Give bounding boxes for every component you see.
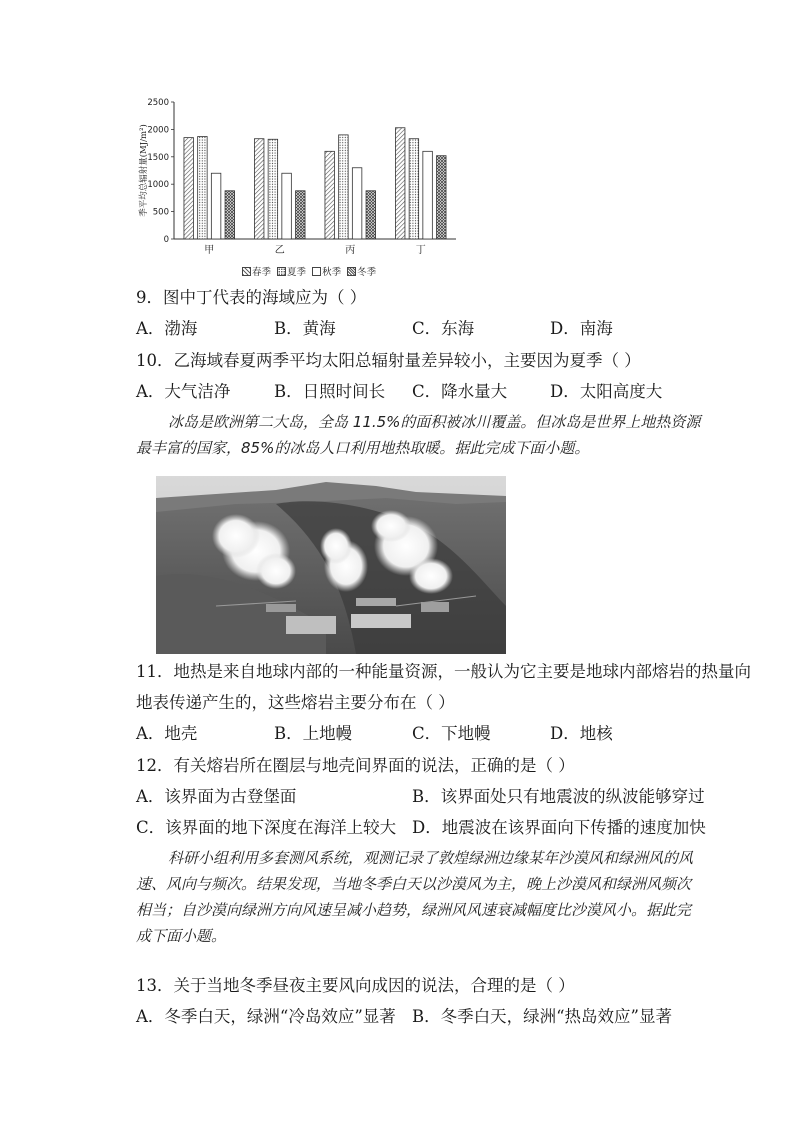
passage-dunhuang-line-1-text: 科研小组利用多套测风系统，观测记录了敦煌绿洲边缘某年沙漠风和绿洲风的风 <box>168 849 694 867</box>
passage-iceland-line-1 <box>136 409 736 435</box>
y-tick-label: 2000 <box>147 125 169 136</box>
legend-item-summer <box>277 264 306 278</box>
bar-autumn <box>352 168 362 239</box>
legend-swatch-summer <box>277 267 286 276</box>
passage-iceland-line-1-text: 冰岛是欧洲第二大岛，全岛 11.5%的面积被冰川覆盖。但冰岛是世界上地热资源 <box>168 413 701 431</box>
bar-summer <box>339 135 349 239</box>
passage-dunhuang-line-3: 相当；自沙漠向绿洲方向风速呈减小趋势，绿洲风风速衰减幅度比沙漠风小。据此完 <box>136 901 692 919</box>
question-10-option-d: D．太阳高度大 <box>550 382 663 401</box>
question-9-option-b: B．黄海 <box>274 319 336 338</box>
legend-item-spring <box>242 264 271 278</box>
question-10-option-b: B．日照时间长 <box>274 382 386 401</box>
question-11-option-c: C．下地幔 <box>412 724 491 743</box>
bar-summer <box>268 139 278 239</box>
passage-dunhuang-line-1 <box>136 845 736 871</box>
bar-spring <box>184 138 194 239</box>
bar-winter <box>296 191 306 239</box>
passage-iceland-line-2: 最丰富的国家，85%的冰岛人口利用地热取暖。据此完成下面小题。 <box>136 439 590 457</box>
bar-summer <box>198 137 208 239</box>
bar-spring <box>395 128 405 239</box>
y-tick-label: 1500 <box>147 152 169 163</box>
legend-swatch-autumn <box>312 267 321 276</box>
geothermal-plant-photo <box>156 476 506 654</box>
question-11-stem-line-1: 11．地热是来自地球内部的一种能量资源，一般认为它主要是地球内部熔岩的热量向 <box>136 662 751 681</box>
y-tick-label: 1000 <box>147 180 169 191</box>
question-11-option-d: D．地核 <box>550 724 613 743</box>
question-12-stem: 12．有关熔岩所在圈层与地壳间界面的说法，正确的是（ ） <box>136 756 575 775</box>
bar-winter <box>225 191 235 239</box>
x-tick-label: 乙 <box>274 245 285 256</box>
question-13-option-a: A．冬季白天，绿洲“冷岛效应”显著 <box>136 1007 396 1026</box>
question-11-option-a: A．地壳 <box>136 724 198 743</box>
bar-summer <box>409 139 419 239</box>
x-tick-label: 丁 <box>415 245 426 256</box>
chart-svg <box>136 92 466 280</box>
question-11-stem-line-2: 地表传递产生的，这些熔岩主要分布在（ ） <box>136 693 455 712</box>
bar-autumn <box>423 151 433 239</box>
bar-winter <box>366 191 376 239</box>
question-11-option-b: B．上地幔 <box>274 724 353 743</box>
question-10-option-c: C．降水量大 <box>412 382 508 401</box>
passage-dunhuang-line-4: 成下面小题。 <box>136 927 227 945</box>
legend-item-winter <box>347 264 376 278</box>
y-tick-label: 500 <box>152 207 169 218</box>
question-12-option-b: B．该界面处只有地震波的纵波能够穿过 <box>412 787 705 806</box>
legend-swatch-spring <box>242 267 251 276</box>
bar-winter <box>437 156 447 239</box>
question-13-option-b: B．冬季白天，绿洲“热岛效应”显著 <box>412 1007 672 1026</box>
y-axis-label: 季平均总辐射量(MJ/m²) <box>139 124 149 217</box>
question-9-option-a: A．渤海 <box>136 319 198 338</box>
x-tick-label: 甲 <box>204 245 215 256</box>
radiation-bar-chart <box>136 92 466 280</box>
passage-dunhuang <box>136 845 736 949</box>
y-tick-label: 0 <box>163 235 169 245</box>
bar-spring <box>325 151 335 239</box>
question-9-stem: 9．图中丁代表的海域应为（ ） <box>136 288 367 307</box>
question-10-option-a: A．大气洁净 <box>136 382 231 401</box>
legend-label-spring: 春季 <box>252 267 272 278</box>
bar-autumn <box>282 173 292 239</box>
legend-label-autumn: 秋季 <box>322 267 342 278</box>
question-9-option-d: D．南海 <box>550 319 613 338</box>
question-10-stem: 10．乙海域春夏两季平均太阳总辐射量差异较小，主要因为夏季（ ） <box>136 351 641 370</box>
question-9-option-c: C．东海 <box>412 319 475 338</box>
legend-label-summer: 夏季 <box>287 267 307 278</box>
passage-dunhuang-line-2: 速、风向与频次。结果发现，当地冬季白天以沙漠风为主，晚上沙漠风和绿洲风频次 <box>136 875 692 893</box>
x-tick-label: 丙 <box>345 245 356 256</box>
geothermal-plant-image <box>156 476 506 654</box>
legend-label-winter: 冬季 <box>357 267 377 278</box>
legend-swatch-winter <box>347 267 356 276</box>
legend-item-autumn <box>312 264 341 278</box>
question-12-option-c: C．该界面的地下深度在海洋上较大 <box>136 818 397 837</box>
bar-autumn <box>211 173 221 239</box>
passage-iceland <box>136 409 736 461</box>
question-12-option-d: D．地震波在该界面向下传播的速度加快 <box>412 818 706 837</box>
question-13-stem: 13．关于当地冬季昼夜主要风向成因的说法，合理的是（ ） <box>136 976 575 995</box>
bar-spring <box>254 139 264 239</box>
question-12-option-a: A．该界面为古登堡面 <box>136 787 297 806</box>
chart-legend <box>242 264 379 278</box>
y-tick-label: 2500 <box>147 98 169 108</box>
